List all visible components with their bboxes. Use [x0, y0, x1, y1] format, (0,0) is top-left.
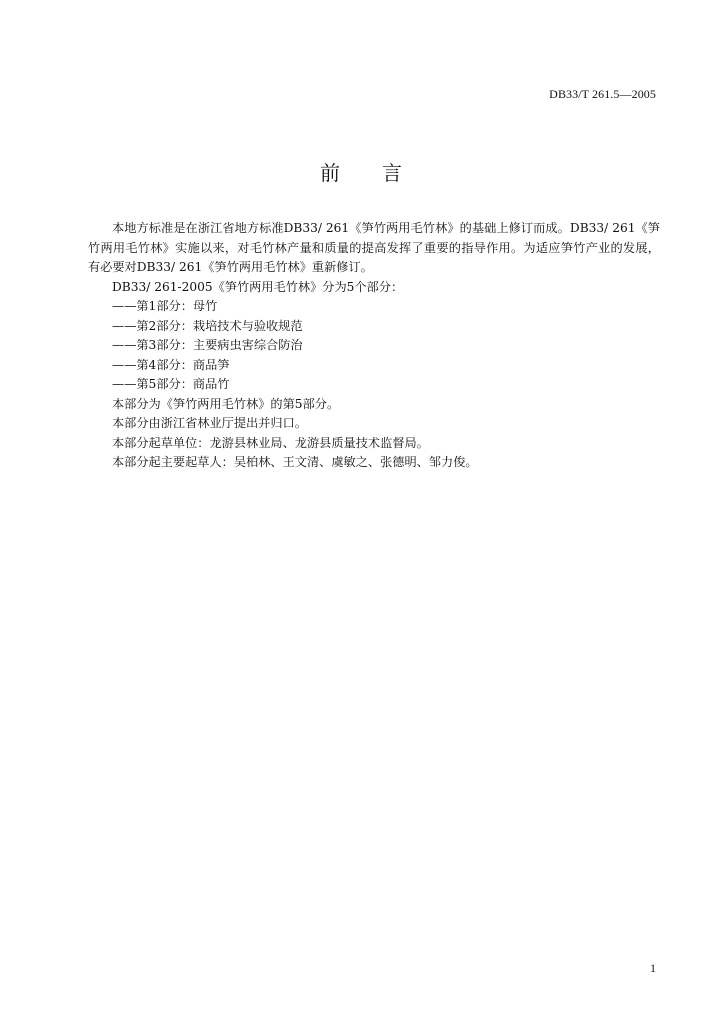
part-1-item: ——第1部分：母竹 [112, 299, 218, 313]
intro-paragraph: 本地方标准是在浙江省地方标准DB33/ 261《笋竹两用毛竹林》的基础上修订而成。DB33/ 261《笋竹两用毛竹林》实施以来，对毛竹林产量和质量的提高发挥了重要的指导作用。为适应笋竹产业的发展，有必要对DB33/ 261《笋竹两用毛竹林》重新修订。 [88, 221, 660, 274]
part-3-item: ——第3部分：主要病虫害综合防治 [112, 338, 303, 352]
page-number: 1 [650, 961, 656, 975]
part-5-item: ——第5部分：商品竹 [112, 377, 230, 391]
title-char-2: 言 [382, 161, 404, 185]
proposer-statement: 本部分由浙江省林业厅提出并归口。 [112, 416, 307, 430]
drafting-units-statement: 本部分起草单位：龙游县林业局、龙游县质量技术监督局。 [112, 435, 429, 450]
part-2-item: ——第2部分：栽培技术与验收规范 [112, 318, 303, 333]
document-standard-number: DB33/T 261.5—2005 [549, 87, 656, 101]
part-4-item: ——第4部分：商品笋 [112, 357, 230, 372]
preface-body [88, 219, 660, 473]
this-part-statement: 本部分为《笋竹两用毛竹林》的第5部分。 [112, 396, 340, 411]
parts-overview-line: DB33/ 261-2005《笋竹两用毛竹林》分为5个部分： [112, 279, 404, 294]
title-char-1: 前 [320, 161, 342, 185]
drafters-statement: 本部分起主要起草人：吴柏林、王文清、虞敏之、张德明、邹力俊。 [112, 455, 478, 469]
page-title [0, 157, 724, 186]
